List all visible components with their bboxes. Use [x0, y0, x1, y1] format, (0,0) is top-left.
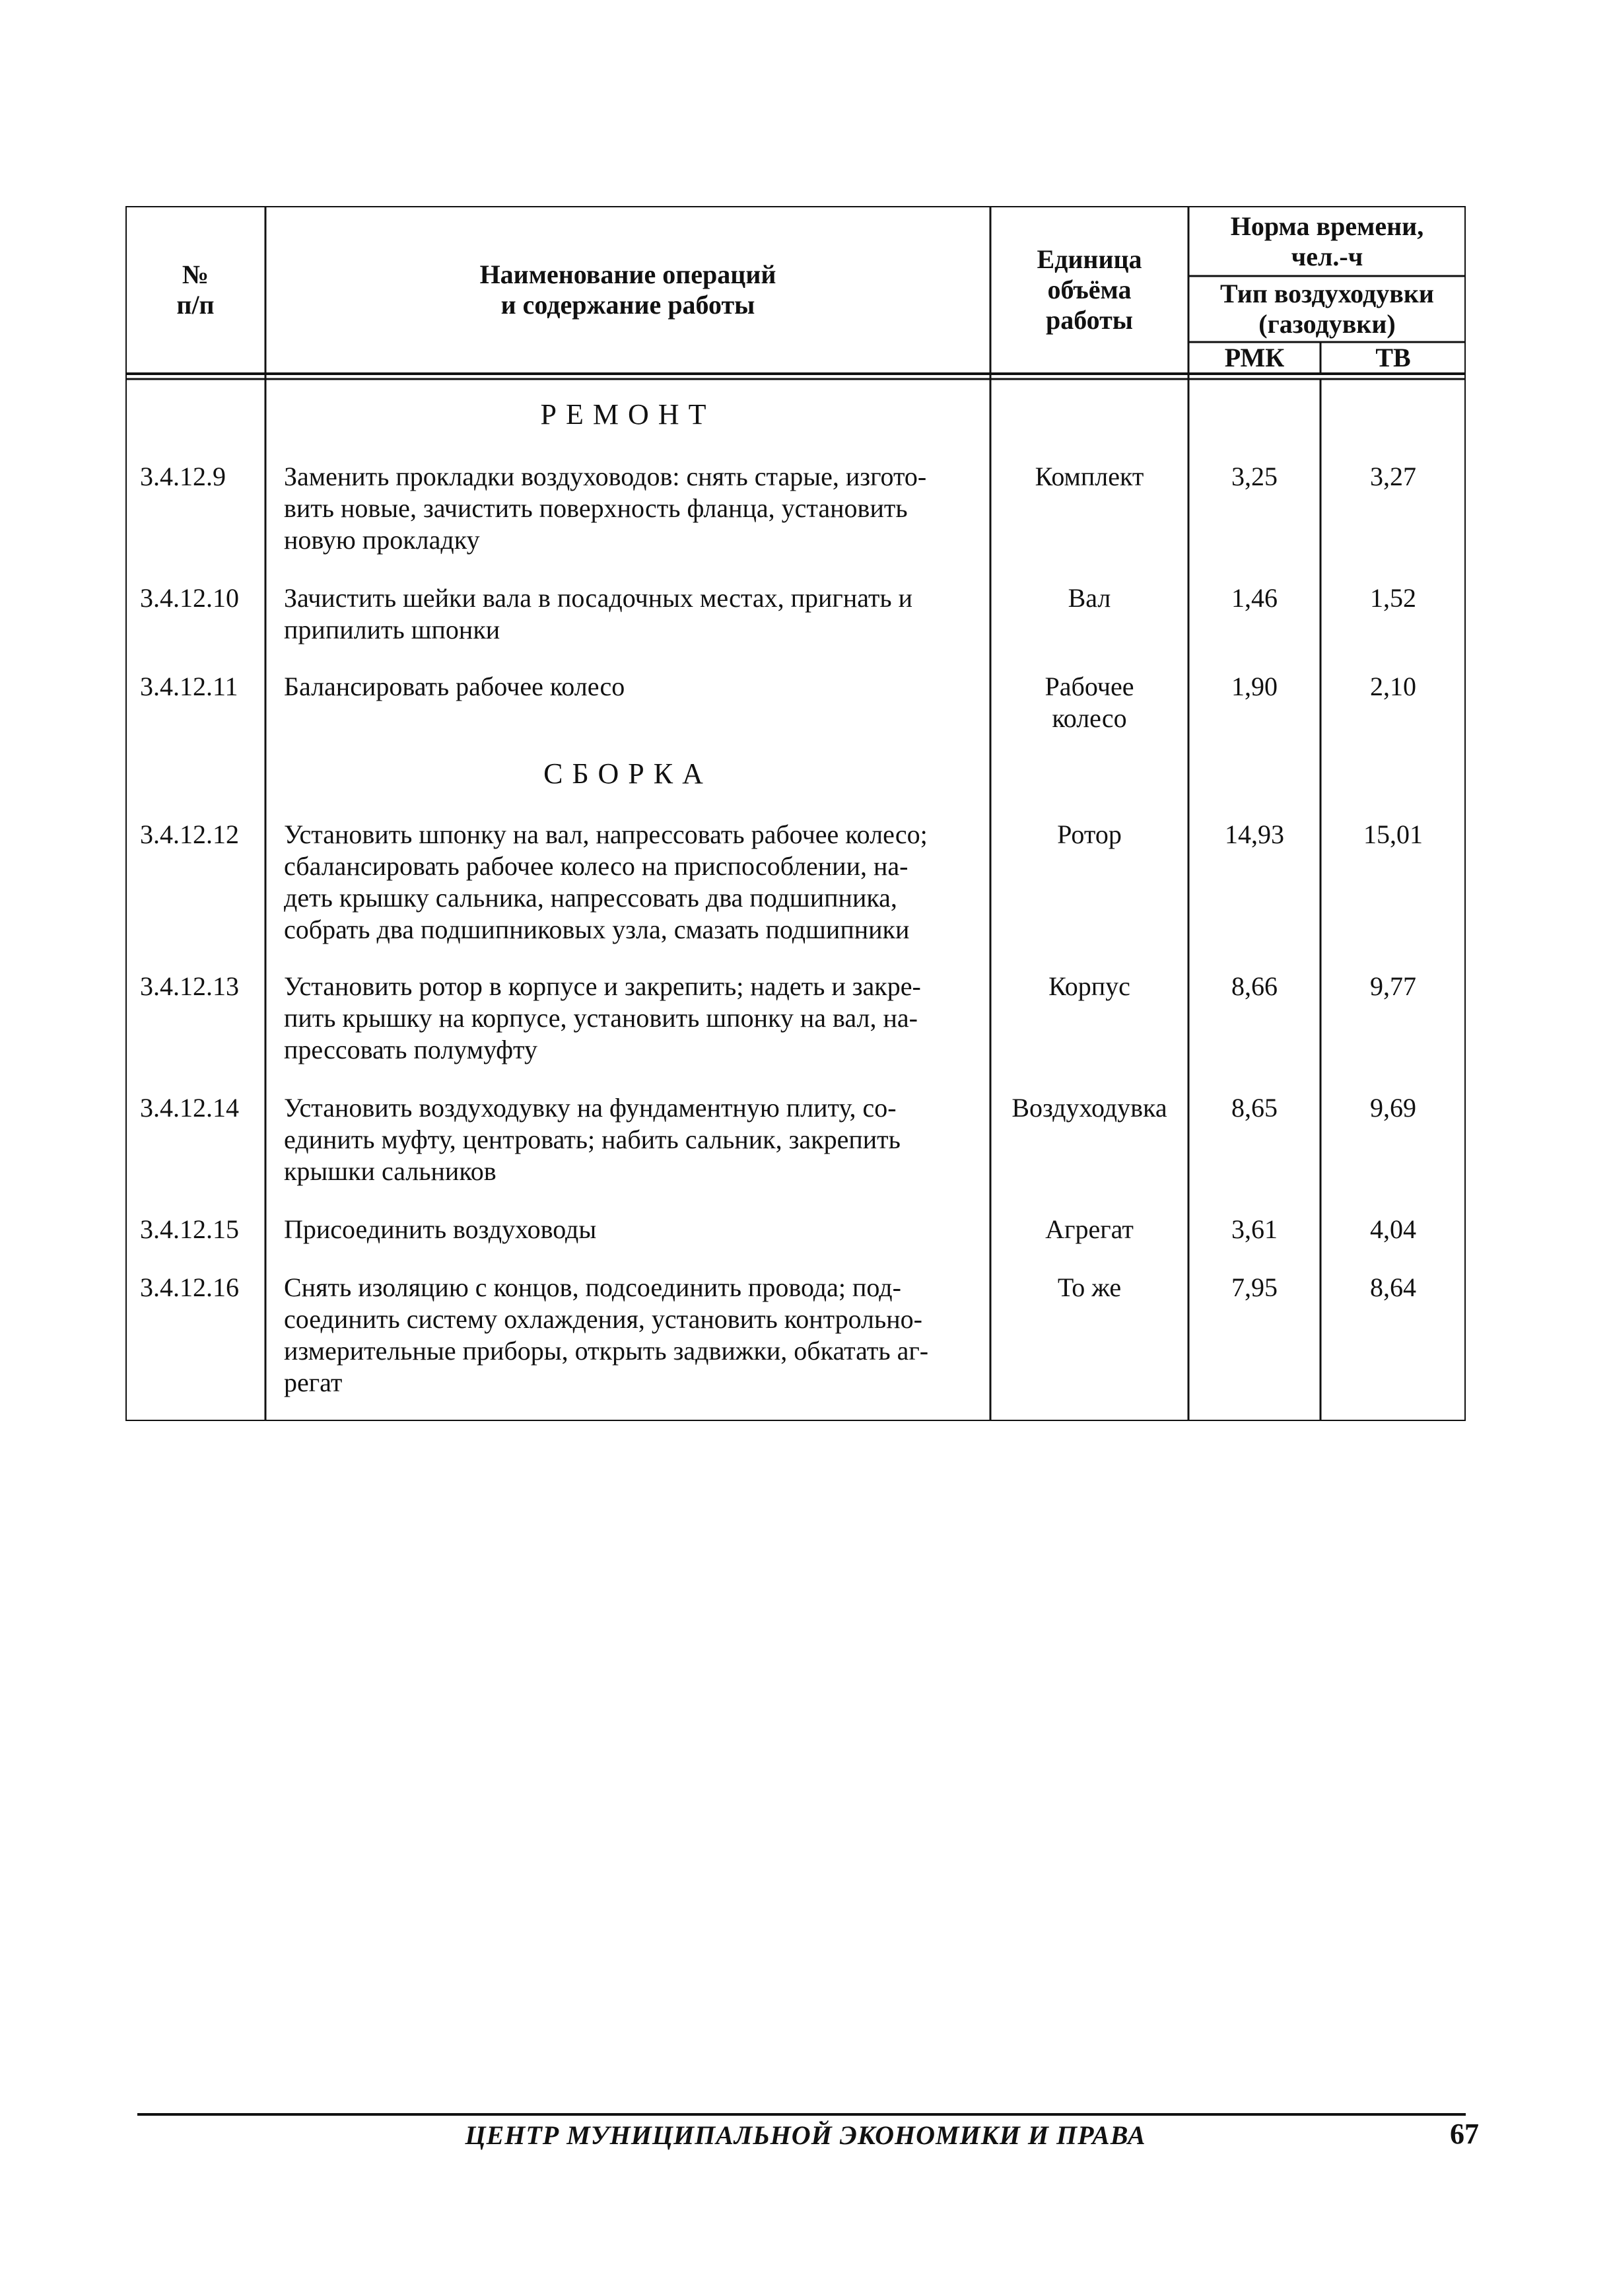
row-value-rmk: 8,66	[1231, 971, 1278, 1001]
row-unit: Рабочее колесо	[1045, 672, 1134, 733]
row-number: 3.4.12.10	[140, 583, 239, 613]
section-title-repair: РЕМОНТ	[540, 398, 716, 431]
row-unit: Ротор	[1057, 819, 1122, 849]
row-value-tv: 4,04	[1370, 1214, 1416, 1244]
page-number: 67	[1450, 2118, 1479, 2150]
row-value-rmk: 3,61	[1231, 1214, 1278, 1244]
header-col-rmk: РМК	[1224, 343, 1285, 372]
row-value-tv: 3,27	[1370, 462, 1416, 491]
row-number: 3.4.12.12	[140, 819, 239, 849]
row-number: 3.4.12.13	[140, 971, 239, 1001]
row-value-tv: 8,64	[1370, 1272, 1416, 1302]
header-unit: Единица объёма работы	[1037, 244, 1142, 335]
row-number: 3.4.12.16	[140, 1272, 239, 1302]
header-num: № п/п	[176, 260, 215, 320]
row-number: 3.4.12.9	[140, 462, 226, 491]
row-value-rmk: 3,25	[1231, 462, 1278, 491]
row-number: 3.4.12.11	[140, 672, 238, 701]
row-value-rmk: 1,46	[1231, 583, 1278, 613]
row-value-rmk: 8,65	[1231, 1093, 1278, 1123]
row-value-tv: 15,01	[1363, 819, 1423, 849]
row-description: Балансировать рабочее колесо	[284, 672, 625, 701]
header-blower-type: Тип воздуходувки (газодувки)	[1220, 279, 1434, 339]
row-description: Установить шпонку на вал, напрессовать рабочее колесо; сбалансировать рабочее колесо на приспособлении, на- деть крышку сальника, напрессовать два подшипника, собрать два подшипниковых узла, смазать подшипники	[284, 819, 928, 944]
footer-publisher: ЦЕНТР МУНИЦИПАЛЬНОЙ ЭКОНОМИКИ И ПРАВА	[465, 2120, 1146, 2150]
row-description: Заменить прокладки воздуховодов: снять старые, изгото- вить новые, зачистить поверхность фланца, установить новую прокладку	[284, 462, 927, 555]
section-title-assembly: СБОРКА	[543, 757, 712, 790]
row-unit: Воздуходувка	[1011, 1093, 1167, 1123]
row-number: 3.4.12.15	[140, 1214, 239, 1244]
row-value-tv: 9,69	[1370, 1093, 1416, 1123]
row-value-rmk: 1,90	[1231, 672, 1278, 701]
row-description: Снять изоляцию с концов, подсоединить провода; под- соединить систему охлаждения, установить контрольно- измерительные приборы, открыть задвижки, обкатать аг- регат	[284, 1272, 929, 1397]
row-value-tv: 9,77	[1370, 971, 1416, 1001]
row-value-rmk: 14,93	[1225, 819, 1284, 849]
row-unit: Агрегат	[1045, 1214, 1134, 1244]
row-description: Установить ротор в корпусе и закрепить; надеть и закре- пить крышку на корпусе, установить шпонку на вал, на- прессовать полумуфту	[284, 971, 921, 1064]
header-operation-name: Наименование операций и содержание работы	[479, 260, 776, 320]
row-number: 3.4.12.14	[140, 1093, 239, 1123]
row-value-tv: 1,52	[1370, 583, 1416, 613]
header-time-norm: Норма времени, чел.-ч	[1230, 211, 1424, 271]
header-col-tv: ТВ	[1375, 343, 1411, 372]
row-value-tv: 2,10	[1370, 672, 1416, 701]
norms-table	[125, 206, 1466, 1421]
footer-divider	[137, 2113, 1466, 2116]
row-unit: Комплект	[1035, 462, 1144, 491]
row-value-rmk: 7,95	[1231, 1272, 1278, 1302]
row-description: Присоединить воздуховоды	[284, 1214, 597, 1244]
row-description: Установить воздуходувку на фундаментную плиту, со- единить муфту, центровать; набить сальник, закрепить крышки сальников	[284, 1093, 901, 1186]
row-unit: То же	[1057, 1272, 1122, 1302]
row-unit: Вал	[1068, 583, 1111, 613]
row-unit: Корпус	[1048, 971, 1130, 1001]
row-description: Зачистить шейки вала в посадочных местах, пригнать и припилить шпонки	[284, 583, 913, 644]
